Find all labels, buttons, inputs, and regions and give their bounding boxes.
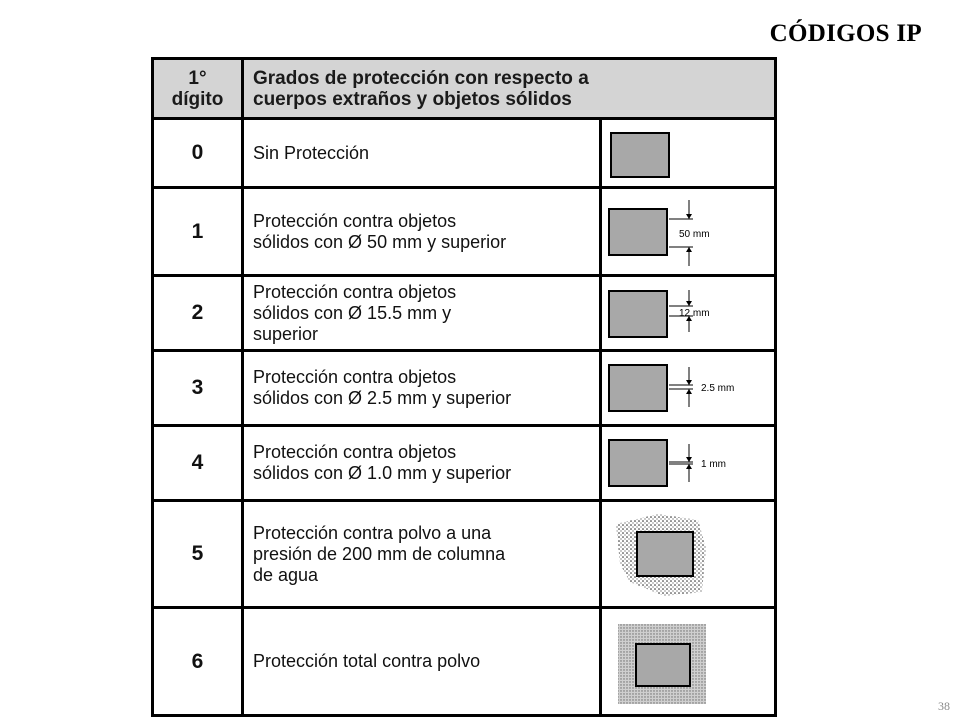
row-desc-line: sólidos con Ø 50 mm y superior (253, 231, 507, 252)
row-icon-cell (601, 501, 776, 608)
row-description (243, 426, 601, 501)
row-desc-line: Protección contra polvo a una (253, 522, 492, 543)
row-desc-line: de agua (253, 564, 319, 585)
header-digit-line2: dígito (171, 88, 224, 110)
gap-2-5mm-icon (602, 353, 772, 423)
table-header-row (153, 59, 776, 119)
dimension-label: 2.5 mm (701, 383, 735, 394)
row-icon-cell (601, 119, 776, 188)
row-digit: 6 (153, 608, 243, 716)
row-icon-cell (601, 608, 776, 716)
row-desc-line: sólidos con Ø 1.0 mm y superior (253, 463, 512, 483)
table-row (153, 501, 776, 608)
slide-title: CÓDIGOS IP (769, 20, 922, 47)
row-icon-cell (601, 276, 776, 351)
table-row (153, 426, 776, 501)
dust-protected-icon (602, 504, 772, 604)
row-digit: 4 (153, 426, 243, 501)
ip-codes-table (151, 57, 777, 717)
table-row (153, 608, 776, 716)
header-digit (153, 59, 243, 119)
row-description (243, 501, 601, 608)
row-icon-cell (601, 188, 776, 276)
table-row (153, 119, 776, 188)
row-desc-line: Protección total contra polvo (253, 651, 481, 671)
dust-tight-icon (602, 612, 772, 712)
table-row (153, 188, 776, 276)
row-description (243, 276, 601, 351)
row-icon-cell (601, 351, 776, 426)
table-row (153, 276, 776, 351)
row-desc-line: sólidos con Ø 2.5 mm y superior (253, 388, 512, 408)
gap-50mm-icon (602, 190, 772, 274)
gap-12mm-icon (602, 278, 772, 348)
row-digit: 5 (153, 501, 243, 608)
row-icon-cell (601, 426, 776, 501)
row-desc-line: Protección contra objetos (253, 281, 457, 302)
row-desc-line: Sin Protección (253, 142, 370, 163)
header-description (243, 59, 776, 119)
header-desc-line1: Grados de protección con respecto a (253, 67, 589, 89)
header-digit-line1: 1° (188, 67, 207, 89)
row-description (243, 119, 601, 188)
gap-1mm-icon (602, 428, 772, 498)
row-digit: 2 (153, 276, 243, 351)
table-row (153, 351, 776, 426)
square-icon (602, 121, 772, 185)
row-description (243, 188, 601, 276)
row-desc-line: Protección contra objetos (253, 210, 457, 231)
page-number: 38 (938, 699, 950, 713)
row-digit: 0 (153, 119, 243, 188)
row-description (243, 351, 601, 426)
row-desc-line: Protección contra objetos (253, 442, 457, 462)
dimension-label: 50 mm (679, 228, 710, 240)
row-desc-line: Protección contra objetos (253, 367, 457, 387)
row-digit: 1 (153, 188, 243, 276)
dimension-label: 12 mm (679, 308, 710, 319)
row-desc-line: superior (253, 323, 319, 344)
row-desc-line: presión de 200 mm de columna (253, 543, 506, 564)
row-description (243, 608, 601, 716)
header-desc-line2: cuerpos extraños y objetos sólidos (253, 88, 572, 110)
row-desc-line: sólidos con Ø 15.5 mm y (253, 302, 452, 323)
dimension-label: 1 mm (701, 459, 726, 470)
row-digit: 3 (153, 351, 243, 426)
